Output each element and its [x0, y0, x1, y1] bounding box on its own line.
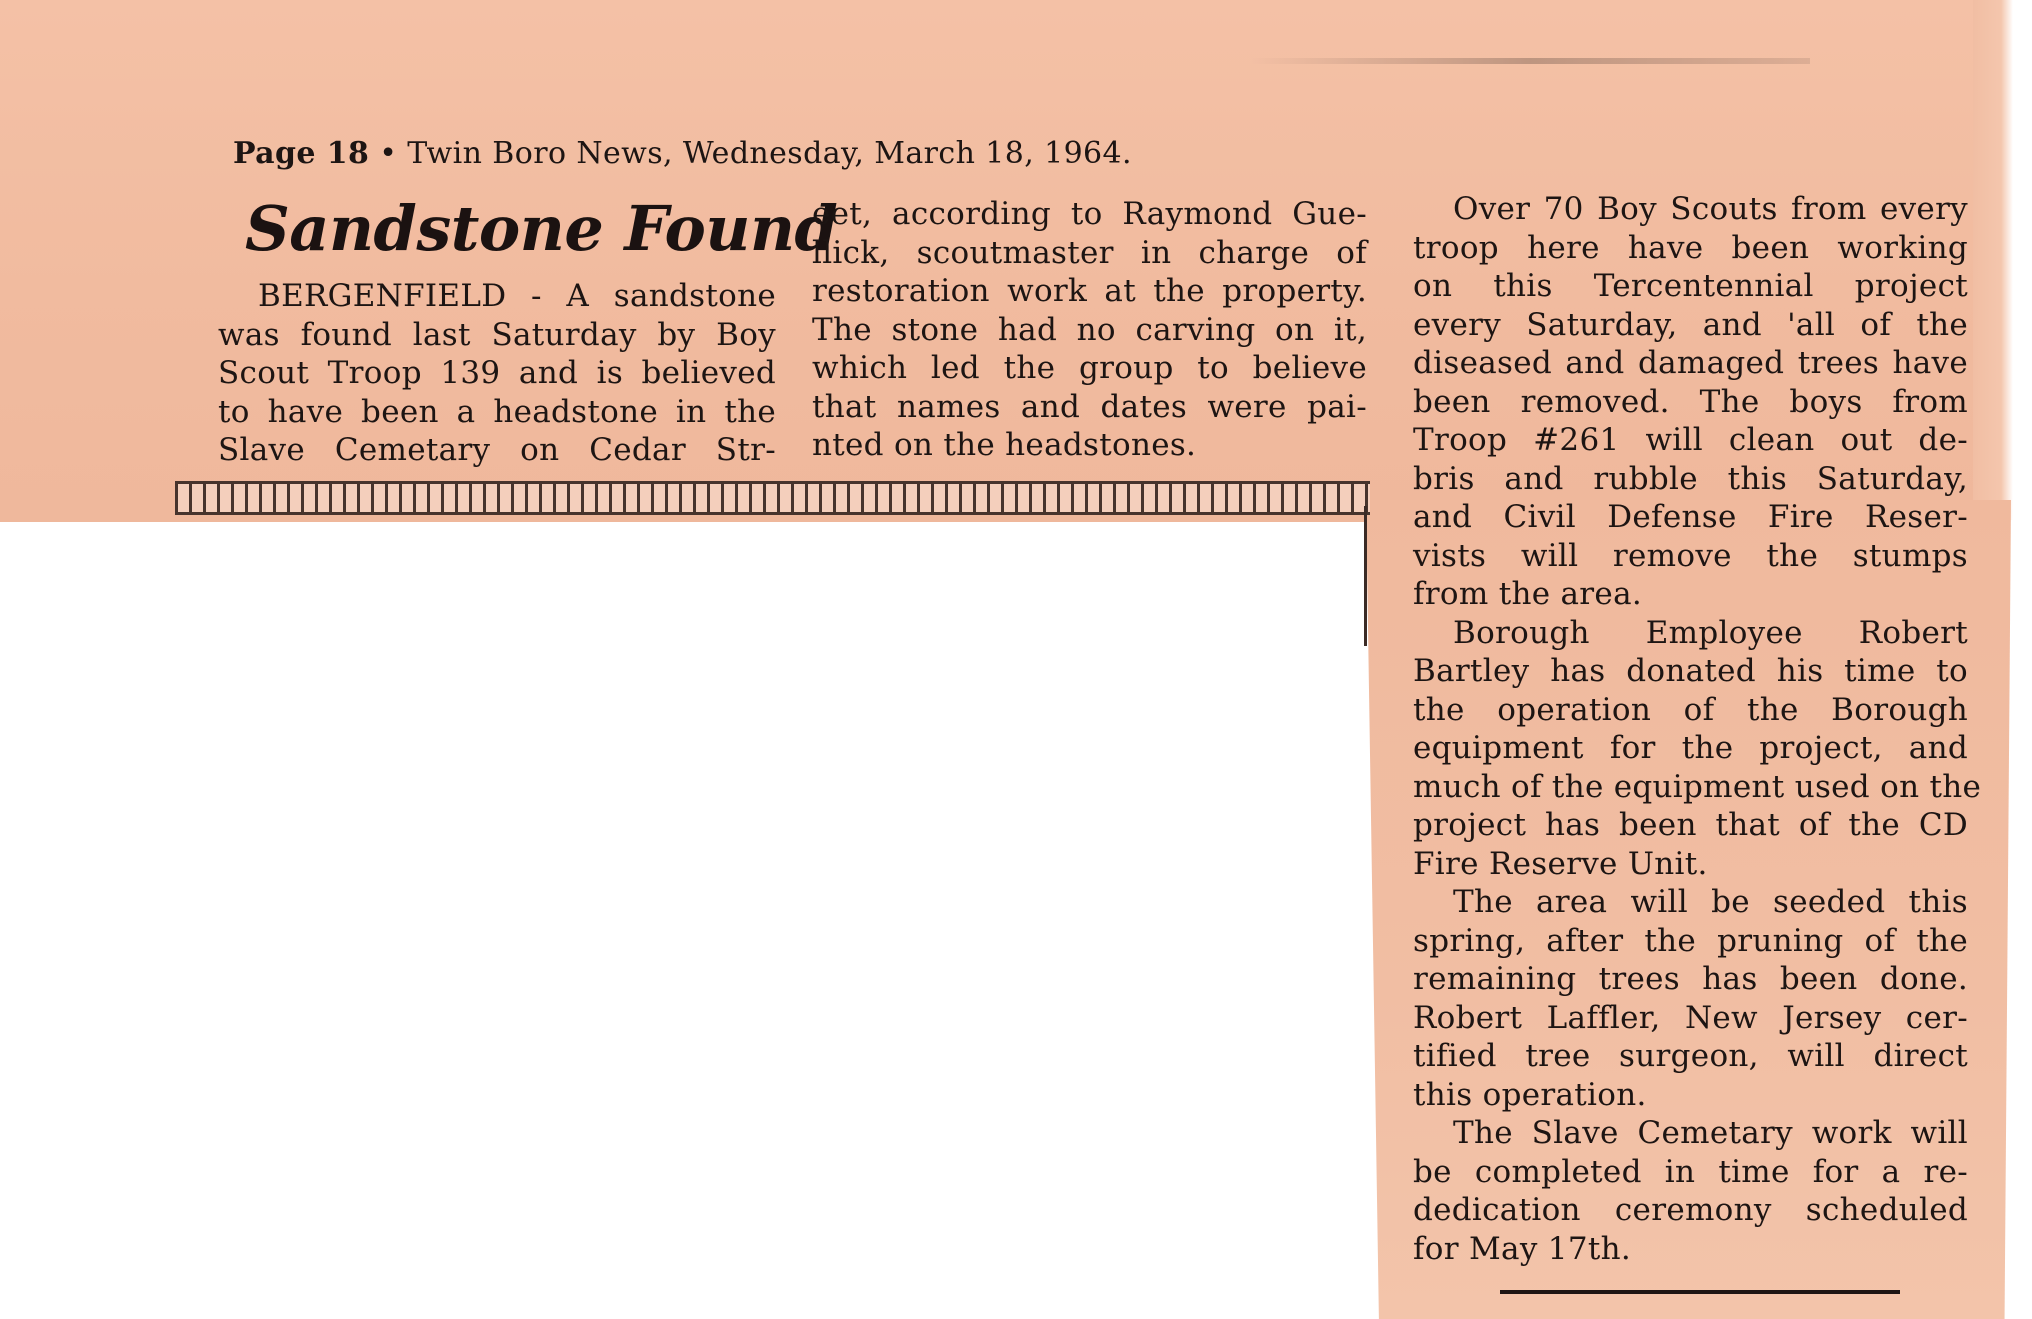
clipping-right-edge [1973, 0, 2013, 520]
text-line: this operation. [1413, 1076, 1647, 1113]
text-line: Over 70 Boy Scouts from every [1453, 191, 1968, 227]
text-line: The area will be seeded this [1453, 884, 1968, 920]
text-line: and Civil Defense Fire Reser- [1413, 499, 1968, 535]
text-line: Slave Cemetary on Cedar Str- [218, 432, 776, 468]
decorative-rule-border [175, 481, 1370, 515]
text-line: Borough Employee Robert [1453, 614, 1968, 651]
text-line: diseased and damaged trees have [1413, 345, 1968, 381]
page-label: Page 18 [233, 136, 370, 171]
text-line: llick, scoutmaster in charge of [812, 234, 1367, 271]
text-line: nted on the headstones. [812, 427, 1197, 463]
text-line: from the area. [1413, 576, 1643, 612]
text-line: remaining trees has been done. [1413, 961, 1968, 997]
article-headline: Sandstone Found [245, 192, 838, 265]
article-column-2 [812, 195, 1367, 465]
column-divider [1364, 506, 1367, 646]
text-line: that names and dates were pai- [812, 388, 1367, 425]
article-end-rule [1500, 1290, 1900, 1294]
text-line: troop here have been working [1413, 229, 1968, 266]
text-line: been removed. The boys from [1413, 383, 1968, 420]
text-line: tified tree surgeon, will direct [1413, 1038, 1968, 1074]
text-line: every Saturday, and 'all of the [1413, 306, 1968, 343]
text-line: restoration work at the property. [812, 273, 1367, 309]
text-line: project has been that of the CD [1413, 807, 1968, 843]
text-line: vists will remove the stumps [1413, 537, 1968, 574]
text-line: dedication ceremony scheduled [1413, 1192, 1968, 1228]
text-line: equipment for the project, and [1413, 730, 1968, 766]
text-line: Bartley has donated his time to [1413, 653, 1968, 689]
text-line: be completed in time for a re- [1413, 1153, 1968, 1190]
text-line: the operation of the Borough [1413, 691, 1968, 728]
text-line: The stone had no carving on it, [812, 311, 1367, 348]
text-line: was found last Saturday by Boy [218, 316, 776, 353]
article-column-1 [218, 277, 776, 470]
dateline [233, 136, 1132, 171]
dateline-text: • Twin Boro News, Wednesday, March 18, 1964. [379, 136, 1132, 171]
text-line: for May 17th. [1413, 1230, 1632, 1267]
text-line: The Slave Cemetary work will [1453, 1115, 1968, 1151]
fold-mark [1250, 58, 1810, 64]
text-line: Troop #261 will clean out de- [1413, 422, 1968, 458]
text-line: Fire Reserve Unit. [1413, 845, 1708, 882]
text-line: which led the group to believe [812, 350, 1367, 386]
text-line: BERGENFIELD - A sandstone [258, 278, 776, 314]
text-line: on this Tercentennial project [1413, 268, 1968, 304]
article-column-3 [1413, 190, 1982, 1268]
text-line: bris and rubble this Saturday, [1413, 460, 1968, 497]
text-line: spring, after the pruning of the [1413, 922, 1968, 959]
text-line: Scout Troop 139 and is believed [218, 355, 776, 391]
text-line: to have been a headstone in the [218, 393, 776, 430]
text-line: eet, according to Raymond Gue- [812, 196, 1367, 232]
text-line: Robert Laffler, New Jersey cer- [1413, 999, 1968, 1036]
text-line: much of the equipment used on the [1413, 768, 1982, 805]
